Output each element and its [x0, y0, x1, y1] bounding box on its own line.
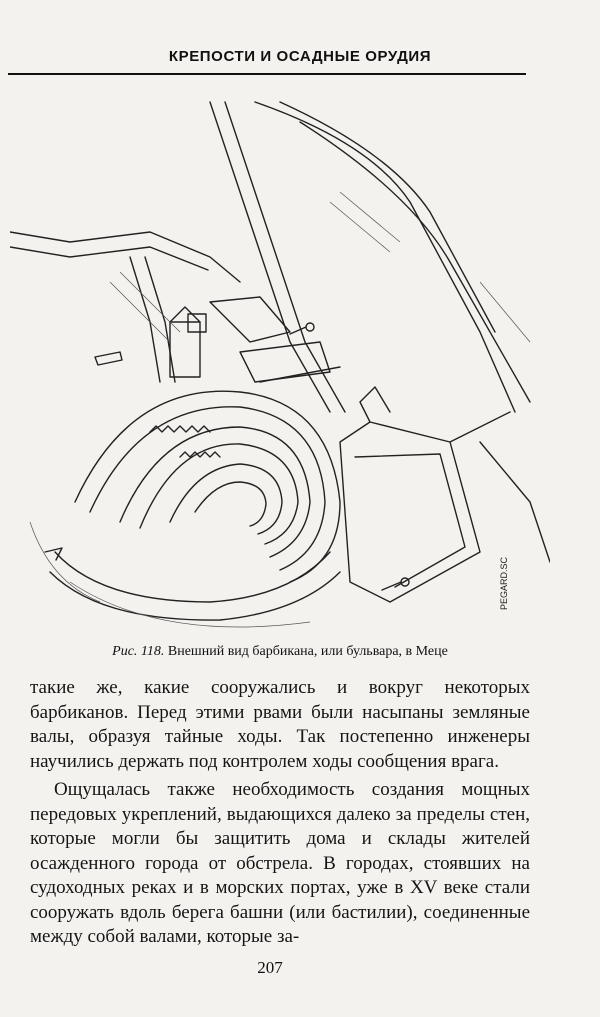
header-rule: [8, 73, 526, 75]
caption-label: Рис. 118.: [112, 644, 165, 659]
figure-caption: [0, 644, 560, 660]
body-text: [30, 676, 530, 950]
barbican-illustration: [10, 82, 550, 630]
paragraph: такие же, какие сооружались и вокруг некоторых барбиканов. Перед этими рвами были насыпаны земляные валы, образуя тайные ходы. Так постепенно инженеры научились держать под контролем ходы сообщения врага.: [30, 677, 530, 772]
engraver-signature: PEGARD.SC: [499, 556, 509, 610]
page-number: 207: [257, 958, 283, 977]
caption-text: Внешний вид барбикана, или бульвара, в Меце: [167, 644, 448, 659]
running-header: КРЕПОСТИ И ОСАДНЫЕ ОРУДИЯ: [168, 48, 432, 65]
paragraph: Ощущалась также необходимость создания мощных передовых укреплений, выдающихся далеко за пределы стен, которые могли бы защитить дома и склады жителей осажденного города от обстрела. В городах, стоявших на судоходных реках и в морских портах, уже в XV веке стали сооружать вдоль берега башни (или бастилии), соединенные между собой валами, которые за-: [30, 779, 530, 947]
